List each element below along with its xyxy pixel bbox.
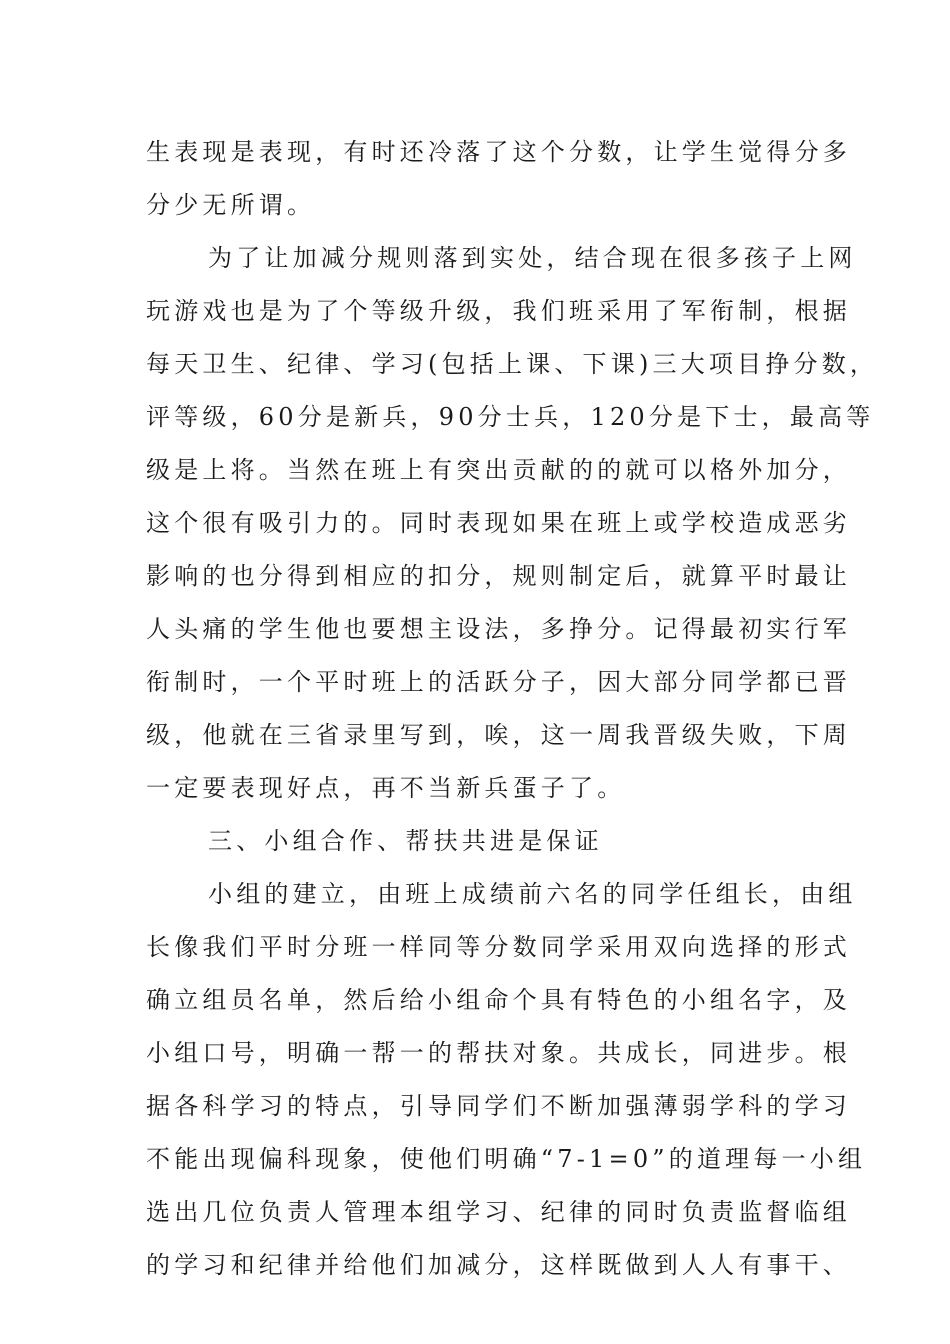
text-line: 级，他就在三省录里写到，唉，这一周我晋级失败，下周 xyxy=(146,721,851,749)
text-line: 每天卫生、纪律、学习(包括上课、下课)三大项目挣分数， xyxy=(146,350,879,378)
text-line: 人头痛的学生他也要想主设法，多挣分。记得最初实行军 xyxy=(146,615,851,643)
text-line: 长像我们平时分班一样同等分数同学采用双向选择的形式 xyxy=(146,933,851,961)
document-body xyxy=(146,126,879,1292)
text-line: 选出几位负责人管理本组学习、纪律的同时负责监督临组 xyxy=(146,1198,851,1226)
text-line: 分少无所谓。 xyxy=(146,191,316,219)
text-line: 小组的建立，由班上成绩前六名的同学任组长，由组 xyxy=(208,880,857,908)
text-line: 小组口号，明确一帮一的帮扶对象。共成长，同进步。根 xyxy=(146,1039,851,1067)
text-line: 影响的也分得到相应的扣分，规则制定后，就算平时最让 xyxy=(146,562,851,590)
text-line: 这个很有吸引力的。同时表现如果在班上或学校造成恶劣 xyxy=(146,509,851,537)
text-line: 的学习和纪律并给他们加减分，这样既做到人人有事干、 xyxy=(146,1251,851,1279)
text-line: 确立组员名单，然后给小组命个具有特色的小组名字，及 xyxy=(146,986,851,1014)
text-line: 三、小组合作、帮扶共进是保证 xyxy=(208,827,603,855)
text-line: 玩游戏也是为了个等级升级，我们班采用了军衔制，根据 xyxy=(146,297,851,325)
text-line: 衔制时，一个平时班上的活跃分子，因大部分同学都已晋 xyxy=(146,668,851,696)
text-line: 评等级，60分是新兵，90分士兵，120分是下士，最高等 xyxy=(146,403,875,431)
text-line: 级是上将。当然在班上有突出贡献的的就可以格外加分， xyxy=(146,456,851,484)
text-line: 为了让加减分规则落到实处，结合现在很多孩子上网 xyxy=(208,244,857,272)
text-line: 一定要表现好点，再不当新兵蛋子了。 xyxy=(146,774,626,802)
text-line: 据各科学习的特点，引导同学们不断加强薄弱学科的学习 xyxy=(146,1092,851,1120)
text-line: 不能出现偏科现象，使他们明确“7-1=0”的道理每一小组 xyxy=(146,1145,867,1173)
text-line: 生表现是表现，有时还冷落了这个分数，让学生觉得分多 xyxy=(146,138,851,166)
